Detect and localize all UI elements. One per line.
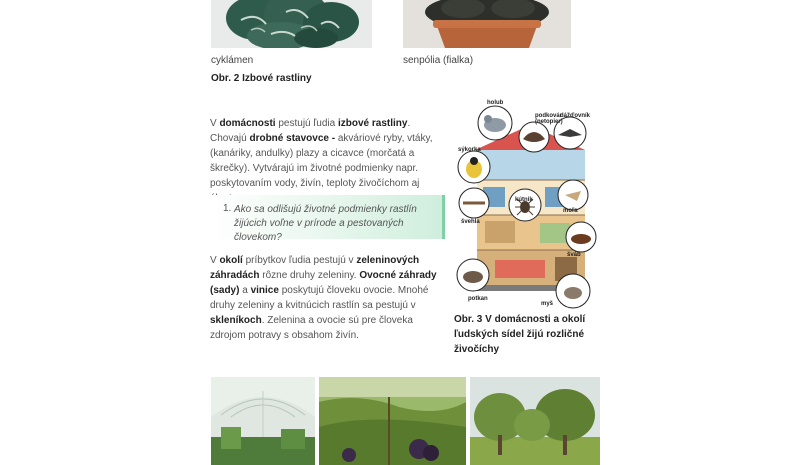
term-izbove-rastliny: izbové rastliny: [337, 118, 408, 129]
orchard-photo: [470, 377, 600, 465]
paragraph-surroundings: V okolí príbytkov ľudia pestujú v zeleninových záhradách rôzne druhy zeleniny. Ovocné záhrady (sady) a vinice poskytujú človeku ovocie. Mnohé druhy zeleniny a kvitnúcich rastlín sa pestujú v skleníkoch. Zelenina a ovocie sú pre človeka zdrojom potravy s obsahom živín.: [210, 255, 437, 341]
house-animals-illustration: [455, 95, 605, 310]
term-zeleninove-zahrady: zeleninových záhradách: [210, 255, 420, 281]
label-sykorka: sýkorka: [458, 147, 481, 153]
label-netopier: (netopier): [535, 119, 563, 125]
label-dazdovnik: dážďovník: [560, 113, 590, 119]
label-podkovar: podkovár: [535, 113, 563, 119]
term-sklenikoch: skleníkoch: [210, 315, 262, 326]
label-svehla: švehla: [461, 219, 480, 225]
african-violet-caption: senpólia (fialka): [403, 55, 474, 66]
question-number: 1.: [223, 203, 232, 214]
question-box: [210, 195, 445, 243]
label-mola: moľa: [563, 208, 578, 214]
label-kutnik: kútnik: [515, 197, 533, 203]
label-holub: holub: [487, 100, 504, 106]
label-svab: šváb: [567, 252, 581, 258]
term-ovocne-zahrady: Ovocné záhrady (sady): [210, 270, 437, 296]
figure-2-caption: Obr. 2 Izbové rastliny: [211, 73, 312, 84]
figure-3-caption: Obr. 3 V domácnosti a okolí ľudských sídel žijú rozličné živočíchy: [454, 314, 586, 355]
label-potkan: potkan: [468, 296, 488, 302]
cyclamen-caption: cyklámen: [211, 55, 254, 66]
question-text: Ako sa odlišujú životné podmienky rastlín žijúcich voľne v prírode a pestovaných človekom?: [234, 204, 417, 243]
african-violet-photo: [403, 0, 571, 48]
term-drobne-stavovce: drobné stavovce -: [249, 133, 336, 144]
vineyard-photo: [319, 377, 466, 465]
paragraph-household: V domácnosti pestujú ľudia izbové rastliny. Chovajú drobné stavovce - akváriové ryby, vtáky, (kanáriky, andulky) plazy a cicavce (morčatá a škrečky). Vytvárajú im životné podmienky napr. poskytovaním vody, živín, teploty živočíchom aj: [210, 118, 433, 189]
term-domacnosti: domácnosti: [219, 118, 276, 129]
cyclamen-photo: [211, 0, 372, 48]
label-mys: myš: [541, 301, 554, 307]
term-okoli: okolí: [219, 255, 243, 266]
term-vinice: vinice: [250, 285, 279, 296]
greenhouse-photo: [211, 377, 315, 465]
